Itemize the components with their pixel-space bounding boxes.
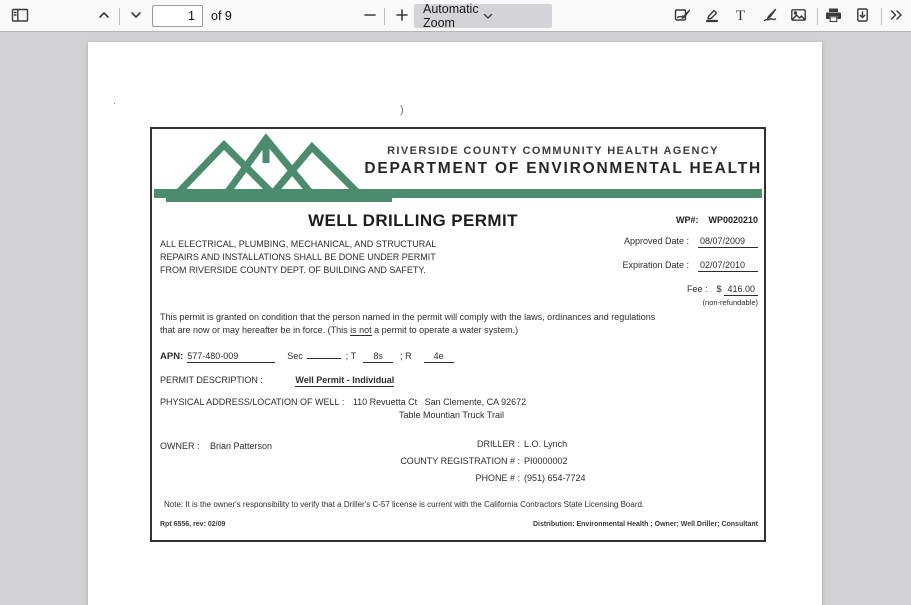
wp-number (676, 215, 758, 225)
chevron-up-icon (96, 7, 112, 26)
fee-row (622, 284, 758, 296)
range-value: 4e (424, 351, 454, 363)
scan-artifact-paren: ) (400, 104, 404, 116)
next-page-button[interactable] (122, 3, 149, 29)
range-label: ; R (400, 351, 412, 361)
header-green-bar (154, 189, 762, 198)
registration-value: PI0000002 (524, 456, 568, 466)
physical-address-row (160, 397, 526, 407)
highlighter-icon (704, 7, 720, 26)
wp-value: WP0020210 (708, 215, 758, 225)
conditions-paragraph (160, 311, 760, 336)
sidebar-toggle-icon (11, 7, 29, 26)
permit-description-row (160, 375, 394, 385)
conditions-line1: This permit is granted on condition that the person named in the permit will comply with the laws, ordinances and regulations (160, 312, 656, 322)
scan-artifact-mark: · (113, 98, 117, 109)
pdf-viewer-area (0, 33, 911, 605)
sec-label: Sec (287, 351, 303, 361)
apn-label: APN: (160, 351, 184, 362)
image-icon (790, 7, 807, 26)
township-label: ; T (345, 351, 357, 361)
driller-value: L.O. Lynch (524, 439, 568, 449)
signature-icon (674, 7, 691, 26)
page-count-label: of 9 (211, 9, 232, 23)
free-text-icon: T (735, 7, 746, 24)
sidebar-toggle-button[interactable] (6, 3, 33, 29)
free-text-tool-button[interactable] (727, 3, 754, 29)
owner-value: Brian Patterson (210, 441, 273, 451)
plus-icon (394, 7, 410, 26)
sec-blank-field (307, 349, 341, 359)
agency-name: RIVERSIDE COUNTY COMMUNITY HEALTH AGENCY (387, 145, 719, 157)
expiration-date-row (622, 260, 758, 272)
toolbar-divider (881, 8, 882, 25)
zoom-in-button[interactable] (388, 3, 415, 29)
expiration-date-value: 02/07/2010 (698, 260, 758, 272)
zoom-select-value: Automatic Zoom (423, 2, 479, 30)
department-name: DEPARTMENT OF ENVIRONMENTAL HEALTH (364, 160, 762, 177)
fee-label: Fee : (686, 284, 708, 294)
ink-pen-icon (762, 7, 778, 26)
expiration-date-label: Expiration Date : (622, 260, 689, 270)
fee-note: (non-refundable) (702, 298, 758, 307)
more-tools-button[interactable] (884, 3, 908, 29)
chevron-down-icon (483, 13, 543, 20)
physical-address-value: 110 Revuetta Ct San Clemente, CA 92672 (352, 397, 527, 407)
download-icon (854, 7, 871, 26)
registration-label: COUNTY REGISTRATION # : (400, 456, 520, 466)
download-button[interactable] (849, 3, 876, 29)
zoom-out-button[interactable] (356, 3, 383, 29)
pdf-page-1 (88, 42, 822, 605)
notice-line: FROM RIVERSIDE COUNTY DEPT. OF BUILDING AND SAFETY. (160, 265, 426, 275)
chevron-down-icon (128, 7, 144, 26)
draw-tool-button[interactable] (756, 3, 783, 29)
apn-row (160, 349, 454, 363)
fee-value: 416.00 (724, 284, 758, 296)
permit-title: WELL DRILLING PERMIT (308, 211, 518, 230)
signature-tool-button[interactable] (669, 3, 696, 29)
fee-currency: $ (716, 284, 722, 294)
license-note: Note: It is the owner's responsibility to verify that a Driller's C-57 license is current with the California Contractors State Licensing Board. (164, 500, 645, 509)
permit-description-value: Well Permit - Individual (295, 375, 395, 385)
phone-value: (951) 654-7724 (524, 473, 586, 483)
driller-block (390, 439, 754, 483)
previous-page-button[interactable] (90, 3, 117, 29)
toolbar-divider (817, 8, 818, 25)
form-footer (160, 521, 758, 528)
minus-icon (362, 7, 378, 26)
toolbar-divider (384, 8, 385, 25)
footer-distribution: Distribution: Environmental Health ; Owner; Well Driller; Consultant (532, 521, 758, 528)
wp-label: WP#: (675, 215, 699, 225)
dates-block (622, 236, 758, 307)
driller-label: DRILLER : (476, 439, 520, 449)
phone-label: PHONE # : (475, 473, 520, 483)
notice-line: REPAIRS AND INSTALLATIONS SHALL BE DONE UNDER PERMIT (160, 252, 436, 262)
approved-date-value: 08/07/2009 (698, 236, 758, 248)
owner-row (160, 441, 272, 451)
approved-date-label: Approved Date : (623, 236, 689, 246)
permit-description-label: PERMIT DESCRIPTION : (160, 375, 263, 385)
page-number-input[interactable] (152, 5, 203, 27)
approved-date-row (622, 236, 758, 248)
pdf-toolbar (0, 0, 911, 32)
is-not-underlined: is not (350, 324, 372, 335)
double-chevron-right-icon (888, 7, 904, 26)
conditions-line2: that are now or may hereafter be in force. (This is not a permit to operate a water system.) (160, 324, 519, 335)
apn-value: 577-480-009 (187, 351, 275, 363)
township-value: 8s (363, 351, 393, 363)
add-image-tool-button[interactable] (785, 3, 812, 29)
print-icon (825, 7, 842, 26)
building-safety-notice (160, 238, 436, 277)
zoom-select[interactable] (414, 4, 552, 28)
highlight-tool-button[interactable] (698, 3, 725, 29)
permit-form (150, 127, 766, 542)
owner-label: OWNER : (160, 441, 200, 451)
physical-address-label: PHYSICAL ADDRESS/LOCATION OF WELL : (160, 397, 345, 407)
toolbar-divider (119, 8, 120, 25)
notice-line: ALL ELECTRICAL, PLUMBING, MECHANICAL, AND STRUCTURAL (160, 239, 437, 249)
footer-report-number: Rpt 6556, rev: 02/09 (160, 521, 226, 528)
print-button[interactable] (820, 3, 847, 29)
physical-address-line2: Table Mountian Truck Trail (399, 410, 505, 420)
